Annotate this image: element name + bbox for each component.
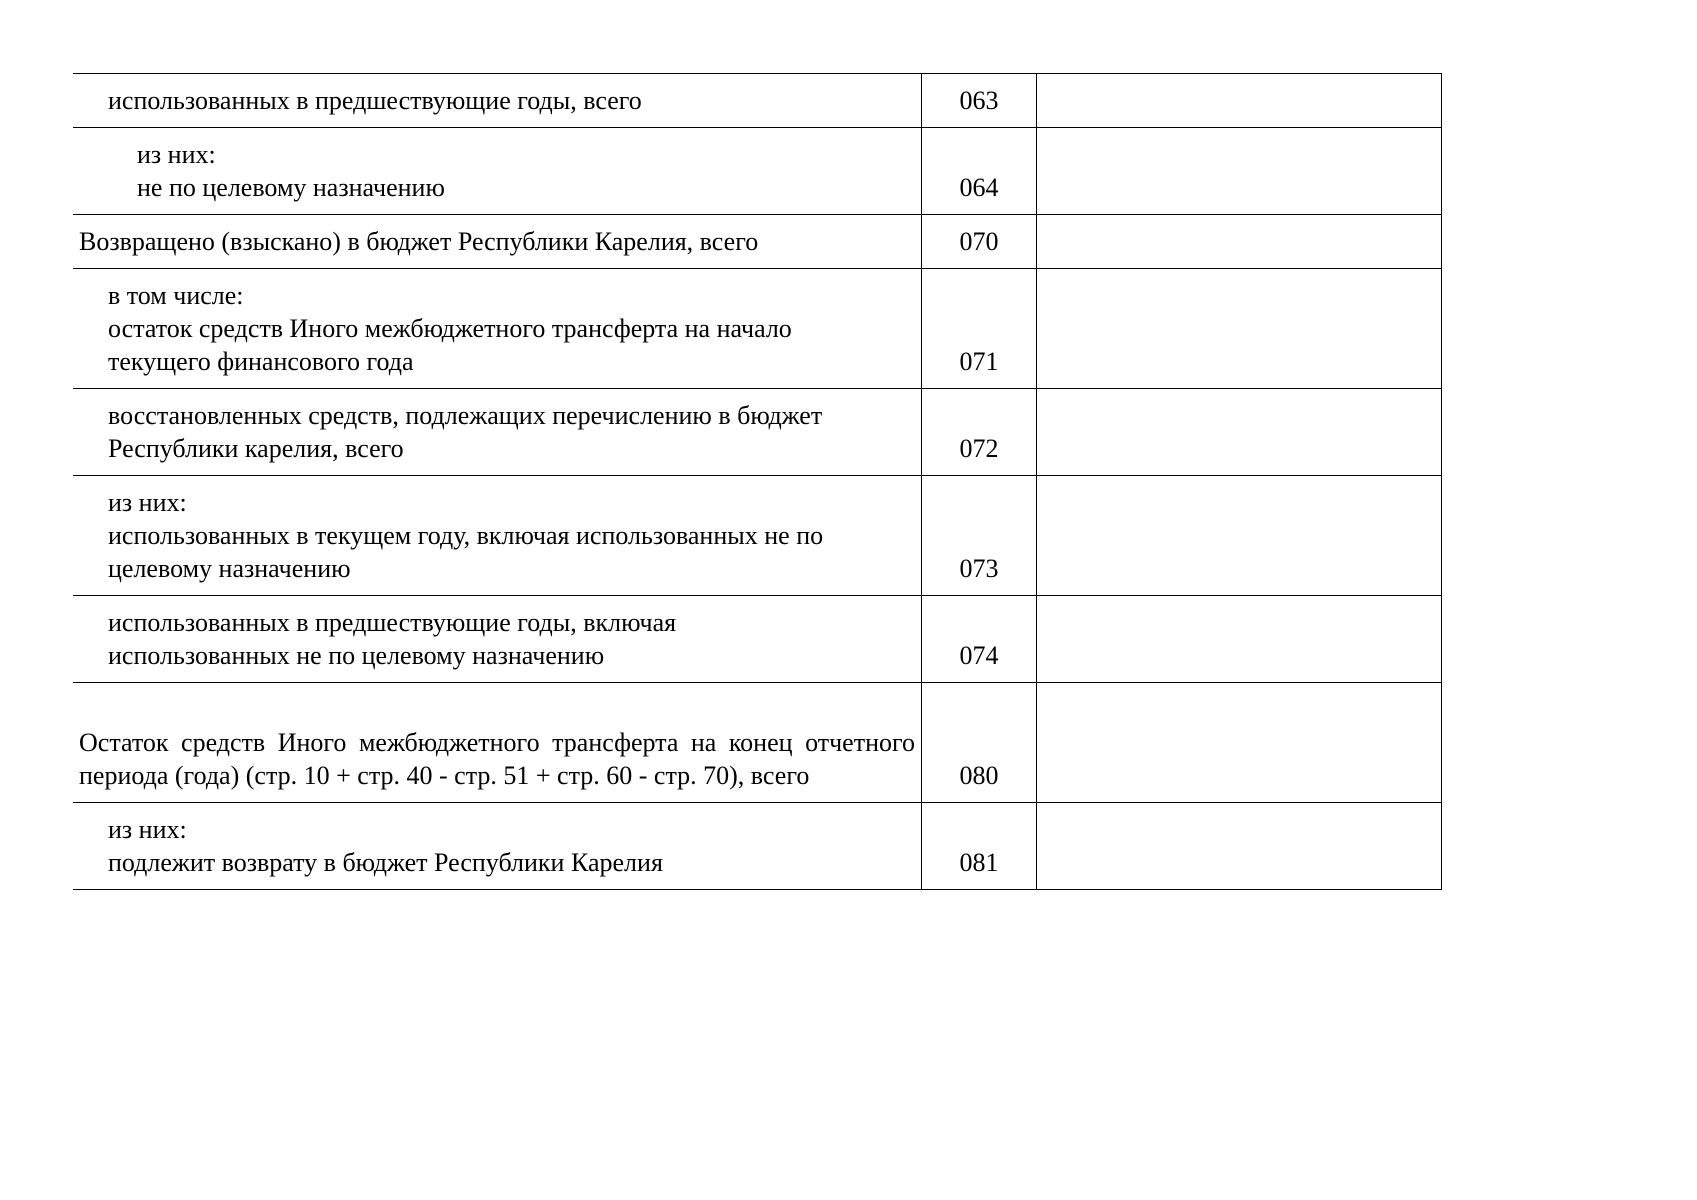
- value-cell[interactable]: [1037, 74, 1442, 128]
- description-line: Республики карелия, всего: [108, 434, 404, 463]
- description-line: из них:: [137, 140, 216, 169]
- description-line: Возвращено (взыскано) в бюджет Республики Карелия, всего: [79, 227, 759, 256]
- table-row: [73, 596, 1442, 683]
- table-row: [73, 128, 1442, 215]
- description-line: не по целевому назначению: [137, 173, 445, 202]
- row-description: [73, 683, 922, 803]
- description-line: из них:: [108, 488, 187, 517]
- description-line: из них:: [108, 815, 187, 844]
- report-table: [73, 73, 1442, 890]
- description-line: использованных в предшествующие годы, включая: [108, 608, 677, 637]
- value-cell[interactable]: [1037, 215, 1442, 269]
- table-row: [73, 215, 1442, 269]
- table-row: [73, 74, 1442, 128]
- description-line: использованных в предшествующие годы, всего: [108, 86, 642, 115]
- description-line: использованных в текущем году, включая использованных не по: [108, 521, 824, 550]
- value-cell[interactable]: [1037, 269, 1442, 389]
- table-row: [73, 683, 1442, 803]
- value-cell[interactable]: [1037, 596, 1442, 683]
- table-row: [73, 476, 1442, 596]
- row-code: 081: [922, 803, 1037, 890]
- description-line: Остаток средств Иного межбюджетного трансферта на конец отчетного периода (года) (стр. 10 + стр. 40 - стр. 51 + стр. 60 - стр. 70), всего: [79, 728, 915, 790]
- description-line: подлежит возврату в бюджет Республики Карелия: [108, 848, 663, 877]
- row-description: [73, 128, 922, 215]
- table-row: [73, 803, 1442, 890]
- row-code: 080: [922, 683, 1037, 803]
- value-cell[interactable]: [1037, 389, 1442, 476]
- row-code: 070: [922, 215, 1037, 269]
- row-description: [73, 269, 922, 389]
- value-cell[interactable]: [1037, 476, 1442, 596]
- row-description: [73, 803, 922, 890]
- row-code: 064: [922, 128, 1037, 215]
- row-code: 074: [922, 596, 1037, 683]
- description-line: восстановленных средств, подлежащих перечислению в бюджет: [108, 401, 823, 430]
- row-code: 073: [922, 476, 1037, 596]
- table-row: [73, 269, 1442, 389]
- row-code: 063: [922, 74, 1037, 128]
- value-cell[interactable]: [1037, 128, 1442, 215]
- description-line: в том числе:: [108, 281, 244, 310]
- row-code: 072: [922, 389, 1037, 476]
- row-description: [73, 476, 922, 596]
- description-line: остаток средств Иного межбюджетного трансферта на начало: [108, 314, 792, 343]
- description-line: использованных не по целевому назначению: [108, 641, 605, 670]
- row-description: [73, 389, 922, 476]
- row-description: [73, 215, 922, 269]
- row-description: [73, 74, 922, 128]
- value-cell[interactable]: [1037, 803, 1442, 890]
- description-line: целевому назначению: [108, 554, 351, 583]
- value-cell[interactable]: [1037, 683, 1442, 803]
- table-row: [73, 389, 1442, 476]
- row-code: 071: [922, 269, 1037, 389]
- description-line: текущего финансового года: [108, 347, 414, 376]
- row-description: [73, 596, 922, 683]
